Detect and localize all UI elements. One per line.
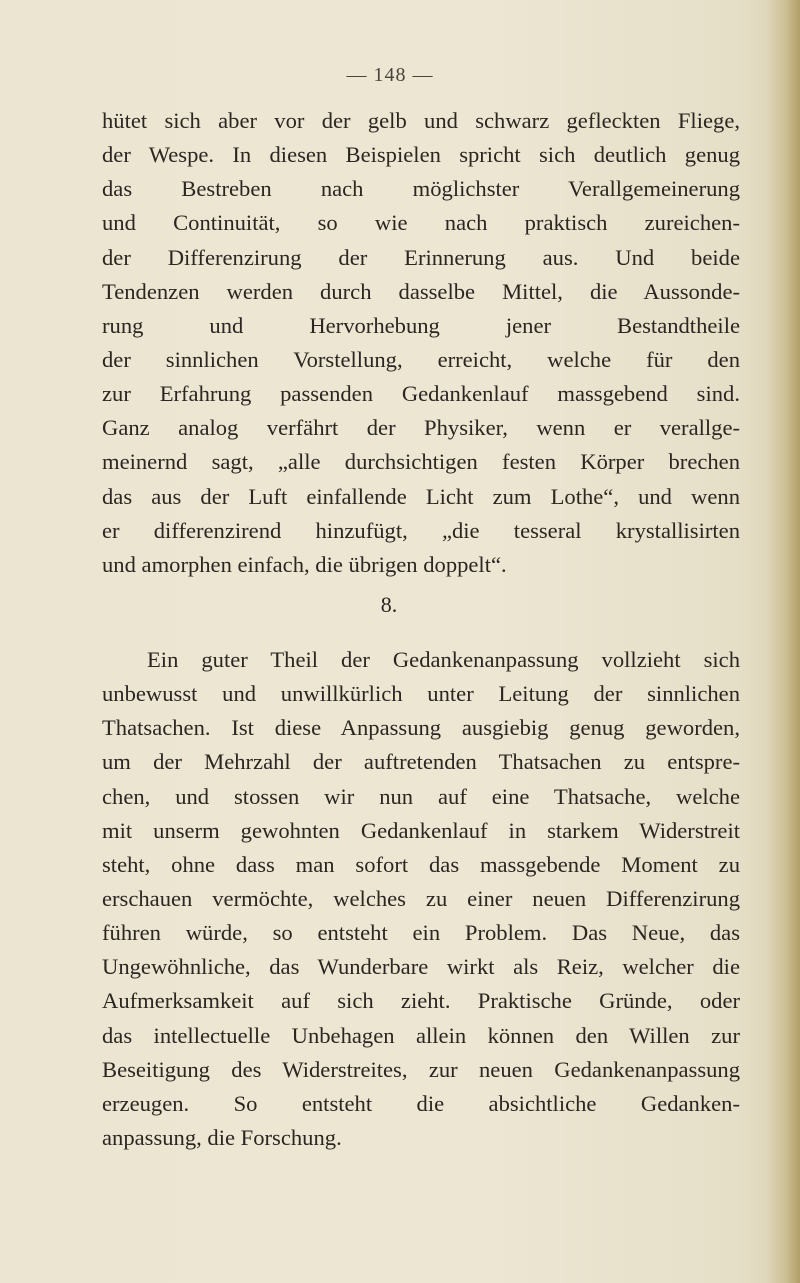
text-line: das aus der Luft einfallende Licht zum Lothe“, und wenn	[102, 483, 740, 509]
section-heading: 8.	[380, 592, 398, 617]
text-line: Thatsachen. Ist diese Anpassung ausgiebig genug geworden,	[102, 715, 740, 741]
text-line: erschauen vermöchte, welches zu einer neuen Differenzirung	[102, 885, 740, 911]
text-line: er differenzirend hinzufügt, „die tesseral krystallisirten	[102, 517, 740, 543]
text-line: der Wespe. In diesen Beispielen spricht sich deutlich genug	[102, 142, 740, 168]
text-line: meinernd sagt, „alle durchsichtigen festen Körper brechen	[102, 449, 740, 475]
text-line: steht, ohne dass man sofort das massgebende Moment zu	[102, 851, 740, 877]
text-line: und amorphen einfach, die übrigen doppelt“.	[102, 551, 507, 577]
page-edge-shadow	[766, 0, 800, 1283]
text-line: der sinnlichen Vorstellung, erreicht, welche für den	[102, 346, 740, 372]
text-line: Ganz analog verfährt der Physiker, wenn er verallge-	[102, 415, 740, 441]
text-line: und Continuität, so wie nach praktisch zureichen-	[102, 210, 740, 236]
paragraph-2	[102, 643, 740, 1155]
text-line: führen würde, so entsteht ein Problem. Das Neue, das	[102, 920, 740, 946]
text-line: Ein guter Theil der Gedankenanpassung vollzieht sich	[147, 647, 740, 672]
page-number: — 148 —	[346, 64, 434, 86]
paragraph-1	[102, 104, 740, 582]
text-line: um der Mehrzahl der auftretenden Thatsachen zu entspre-	[102, 749, 740, 775]
text-line: hütet sich aber vor der gelb und schwarz gefleckten Fliege,	[102, 108, 740, 133]
text-line: mit unserm gewohnten Gedankenlauf in starkem Widerstreit	[102, 817, 740, 843]
text-line: erzeugen. So entsteht die absichtliche Gedanken-	[102, 1090, 740, 1116]
text-line: anpassung, die Forschung.	[102, 1124, 342, 1150]
text-line: Tendenzen werden durch dasselbe Mittel, die Aussonde-	[102, 278, 740, 304]
text-line: Ungewöhnliche, das Wunderbare wirkt als Reiz, welcher die	[102, 954, 740, 980]
text-line: das intellectuelle Unbehagen allein können den Willen zur	[102, 1022, 740, 1048]
text-line: zur Erfahrung passenden Gedankenlauf massgebend sind.	[102, 381, 740, 407]
text-line: chen, und stossen wir nun auf eine Thatsache, welche	[102, 783, 740, 809]
text-line: rung und Hervorhebung jener Bestandtheile	[102, 312, 740, 338]
text-line: Aufmerksamkeit auf sich zieht. Praktische Gründe, oder	[102, 988, 740, 1014]
text-line: der Differenzirung der Erinnerung aus. Und beide	[102, 244, 740, 270]
text-line: das Bestreben nach möglichster Verallgemeinerung	[102, 176, 740, 202]
text-line: unbewusst und unwillkürlich unter Leitung der sinnlichen	[102, 681, 740, 707]
text-line: Beseitigung des Widerstreites, zur neuen Gedankenanpassung	[102, 1056, 740, 1082]
